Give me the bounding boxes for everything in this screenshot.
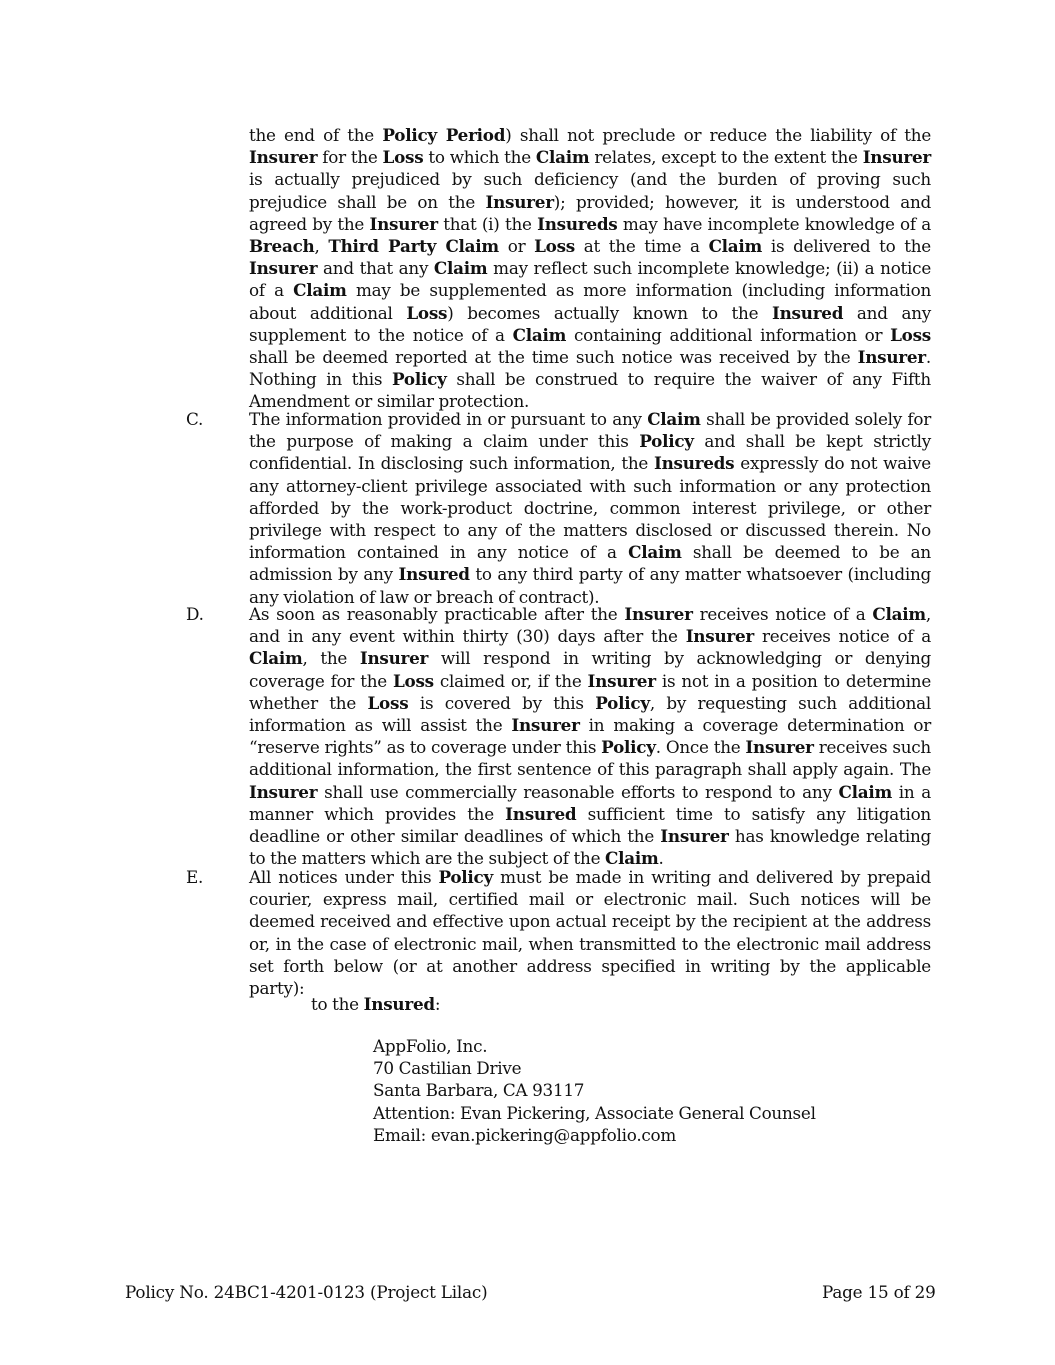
address-attention: Attention: Evan Pickering, Associate General Counsel — [373, 1102, 816, 1123]
defined-term: Insurer — [359, 648, 429, 669]
defined-term: Claim — [647, 409, 701, 429]
text-run: to any third party of any matter whatsoever (including any violation of law or breach of contract). — [249, 564, 931, 607]
text-run: to the — [311, 994, 364, 1014]
continuation-paragraph — [249, 124, 931, 413]
text-run: , and in any event within thirty (30) days after the — [249, 604, 932, 647]
defined-term: Insurer — [745, 737, 814, 758]
text-run: : — [434, 994, 441, 1014]
text-run: containing additional information or — [566, 324, 891, 345]
text-run: receives notice of a — [754, 626, 931, 647]
paragraph-label: C. — [186, 409, 204, 429]
address-email: Email: evan.pickering@appfolio.com — [373, 1124, 677, 1145]
defined-term: Insured — [363, 994, 435, 1014]
defined-term: Insurer — [862, 147, 932, 168]
text-run: at the time a — [575, 236, 709, 257]
paragraph-body — [249, 866, 931, 999]
text-run: receives such additional information, the first sentence of this paragraph shall apply again. The — [249, 737, 931, 780]
paragraph-label: D. — [186, 604, 204, 624]
text-run: the end of the — [249, 125, 383, 145]
text-run: that (i) the — [437, 213, 538, 234]
defined-term: Claim — [605, 848, 659, 869]
defined-term: Insurer — [249, 781, 318, 802]
defined-term: Policy — [601, 737, 656, 758]
text-run: receives notice of a — [692, 604, 873, 624]
text-run: shall be construed to require the waiver of any Fifth Amendment or similar protection. — [249, 369, 931, 412]
paragraph-body — [249, 408, 931, 608]
defined-term: Insurer — [587, 670, 656, 691]
text-run: and any supplement to the notice of a — [249, 302, 931, 345]
text-run: , — [314, 236, 329, 257]
text-run: , by requesting such additional information as will assist the — [249, 692, 932, 736]
text-run: relates, except to the extent the — [589, 147, 863, 168]
text-run: is covered by this — [408, 692, 596, 713]
text-run: may have incomplete knowledge of a — [617, 213, 931, 234]
text-run: for the — [317, 147, 383, 168]
defined-term: Policy — [438, 867, 494, 887]
text-run: As soon as reasonably practicable after the — [249, 604, 625, 624]
address-company: AppFolio, Inc. — [373, 1036, 488, 1056]
text-run: and that any — [317, 258, 434, 279]
text-run: or — [498, 236, 535, 257]
address-street: 70 Castilian Drive — [373, 1058, 522, 1079]
defined-term: Insurer — [511, 715, 580, 736]
defined-term: Insurer — [857, 347, 926, 368]
text-run: All notices under this — [249, 867, 439, 887]
notice-recipient-line — [311, 993, 440, 1015]
defined-term: Claim — [249, 648, 303, 669]
defined-term: Claim — [293, 280, 347, 301]
text-run: may reflect such incomplete knowledge; (ii) a notice of a — [249, 258, 931, 301]
text-run: sufficient time to satisfy any litigation deadline or other similar deadlines of which the — [249, 803, 931, 847]
text-run: shall be deemed to be an admission by any — [249, 542, 931, 585]
text-run: The information provided in or pursuant to any — [249, 409, 648, 429]
paragraph-body — [249, 603, 931, 869]
text-run: is actually prejudiced by such deficiency (and the burden of proving such prejudice shall be on the — [249, 169, 931, 212]
defined-term: Insurer — [485, 191, 554, 212]
defined-term: Insurer — [249, 258, 318, 279]
footer-page-number: Page 15 of 29 — [822, 1282, 936, 1302]
defined-term: Insurer — [249, 147, 318, 168]
text-run: . Nothing in this — [249, 347, 931, 390]
defined-term: Loss — [890, 324, 931, 345]
address-city: Santa Barbara, CA 93117 — [373, 1080, 585, 1101]
defined-term: Loss — [382, 147, 424, 168]
text-run: in making a coverage determination or “reserve rights” as to coverage under this — [249, 715, 931, 758]
text-run: will respond in writing by acknowledging or denying coverage for the — [249, 648, 932, 691]
defined-term: Insured — [398, 564, 470, 585]
text-run: shall be deemed reported at the time such notice was received by the — [249, 347, 858, 368]
defined-term: Insurer — [624, 604, 693, 624]
defined-term: Policy — [595, 692, 650, 713]
text-run: ) shall not preclude or reduce the liability of the — [505, 125, 932, 145]
text-run: claimed or, if the — [433, 670, 588, 691]
defined-term: Loss — [406, 302, 448, 323]
defined-term: Third Party Claim — [328, 236, 499, 257]
text-run: in a manner which provides the — [249, 781, 931, 824]
defined-term: Loss — [534, 236, 575, 257]
defined-term: Insured — [772, 302, 844, 323]
insured-address-block — [373, 1035, 816, 1146]
defined-term: Policy — [639, 431, 694, 452]
defined-term: Insureds — [537, 213, 618, 234]
text-run: to which the — [423, 147, 536, 168]
text-run: , the — [302, 648, 360, 669]
text-run: shall use commercially reasonable efforts to respond to any — [317, 781, 839, 802]
defined-term: Insured — [505, 803, 577, 824]
footer-policy-number: Policy No. 24BC1-4201-0123 (Project Lilac) — [125, 1282, 488, 1302]
text-run: expressly do not waive any attorney-client privilege associated with such information or any protection afforded by the work-product doctrine, common interest privilege, or other privilege with respect to any of the matters disclosed or discussed therein. No information contained in any notice of a — [249, 453, 931, 563]
text-run: . Once the — [655, 737, 746, 758]
text-run: is delivered to the — [762, 236, 931, 257]
text-run: . — [658, 848, 664, 869]
defined-term: Claim — [512, 324, 567, 345]
defined-term: Policy — [392, 369, 447, 390]
defined-term: Claim — [872, 604, 926, 624]
defined-term: Claim — [535, 147, 590, 168]
defined-term: Breach — [249, 236, 315, 257]
text-run: must be made in writing and delivered by prepaid courier, express mail, certified mail or electronic mail. Such notices will be deemed received and effective upon actual receipt by the recipient at the address or, in the case of electronic mail, when transmitted to the electronic mail address set forth below (or at another address specified in writing by the applicable party): — [249, 867, 931, 999]
defined-term: Claim — [628, 542, 682, 563]
text-run: may be supplemented as more information (including information about additional — [249, 280, 932, 323]
text-run: shall be provided solely for the purpose of making a claim under this — [249, 409, 931, 452]
defined-term: Claim — [433, 258, 488, 279]
text-run: has knowledge relating to the matters which are the subject of the — [249, 826, 932, 869]
defined-term: Insurer — [369, 213, 438, 234]
defined-term: Loss — [392, 670, 434, 691]
defined-term: Claim — [838, 781, 892, 802]
paragraph-label: E. — [186, 867, 204, 887]
defined-term: Loss — [367, 692, 409, 713]
defined-term: Insurer — [660, 826, 729, 847]
defined-term: Insurer — [685, 626, 755, 647]
defined-term: Insureds — [653, 453, 735, 474]
defined-term: Claim — [708, 236, 763, 257]
text-run: ) becomes actually known to the — [447, 302, 772, 323]
text-run: ); provided; however, it is understood and agreed by the — [249, 191, 931, 234]
text-run: is not in a position to determine whether the — [249, 670, 931, 713]
text-run: and shall be kept strictly confidential. In disclosing such information, the — [249, 431, 931, 474]
defined-term: Policy Period — [382, 125, 506, 145]
